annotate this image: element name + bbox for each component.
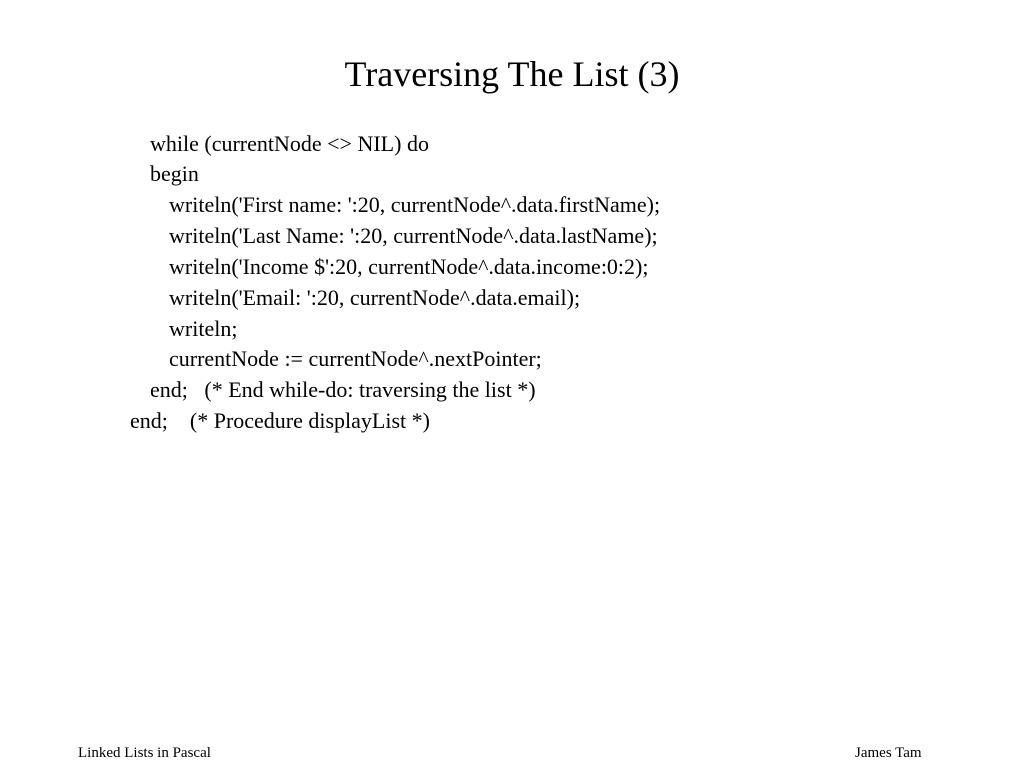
code-line: writeln('Income $':20, currentNode^.data.income:0:2); — [169, 254, 649, 279]
code-line: writeln; — [169, 316, 238, 341]
code-line: writeln('Email: ':20, currentNode^.data.email); — [169, 285, 581, 310]
code-line: while (currentNode <> NIL) do — [150, 131, 429, 156]
code-line: writeln('First name: ':20, currentNode^.data.firstName); — [169, 192, 661, 217]
footer-course-title: Linked Lists in Pascal — [78, 745, 211, 761]
code-line: begin — [150, 161, 199, 186]
code-line: end; (* End while-do: traversing the list *) — [150, 377, 536, 402]
slide-title: Traversing The List (3) — [344, 54, 680, 94]
code-line: writeln('Last Name: ':20, currentNode^.data.lastName); — [169, 223, 658, 248]
code-line: currentNode := currentNode^.nextPointer; — [169, 346, 542, 371]
code-line: end; (* Procedure displayList *) — [130, 408, 430, 433]
footer-author: James Tam — [855, 745, 922, 761]
